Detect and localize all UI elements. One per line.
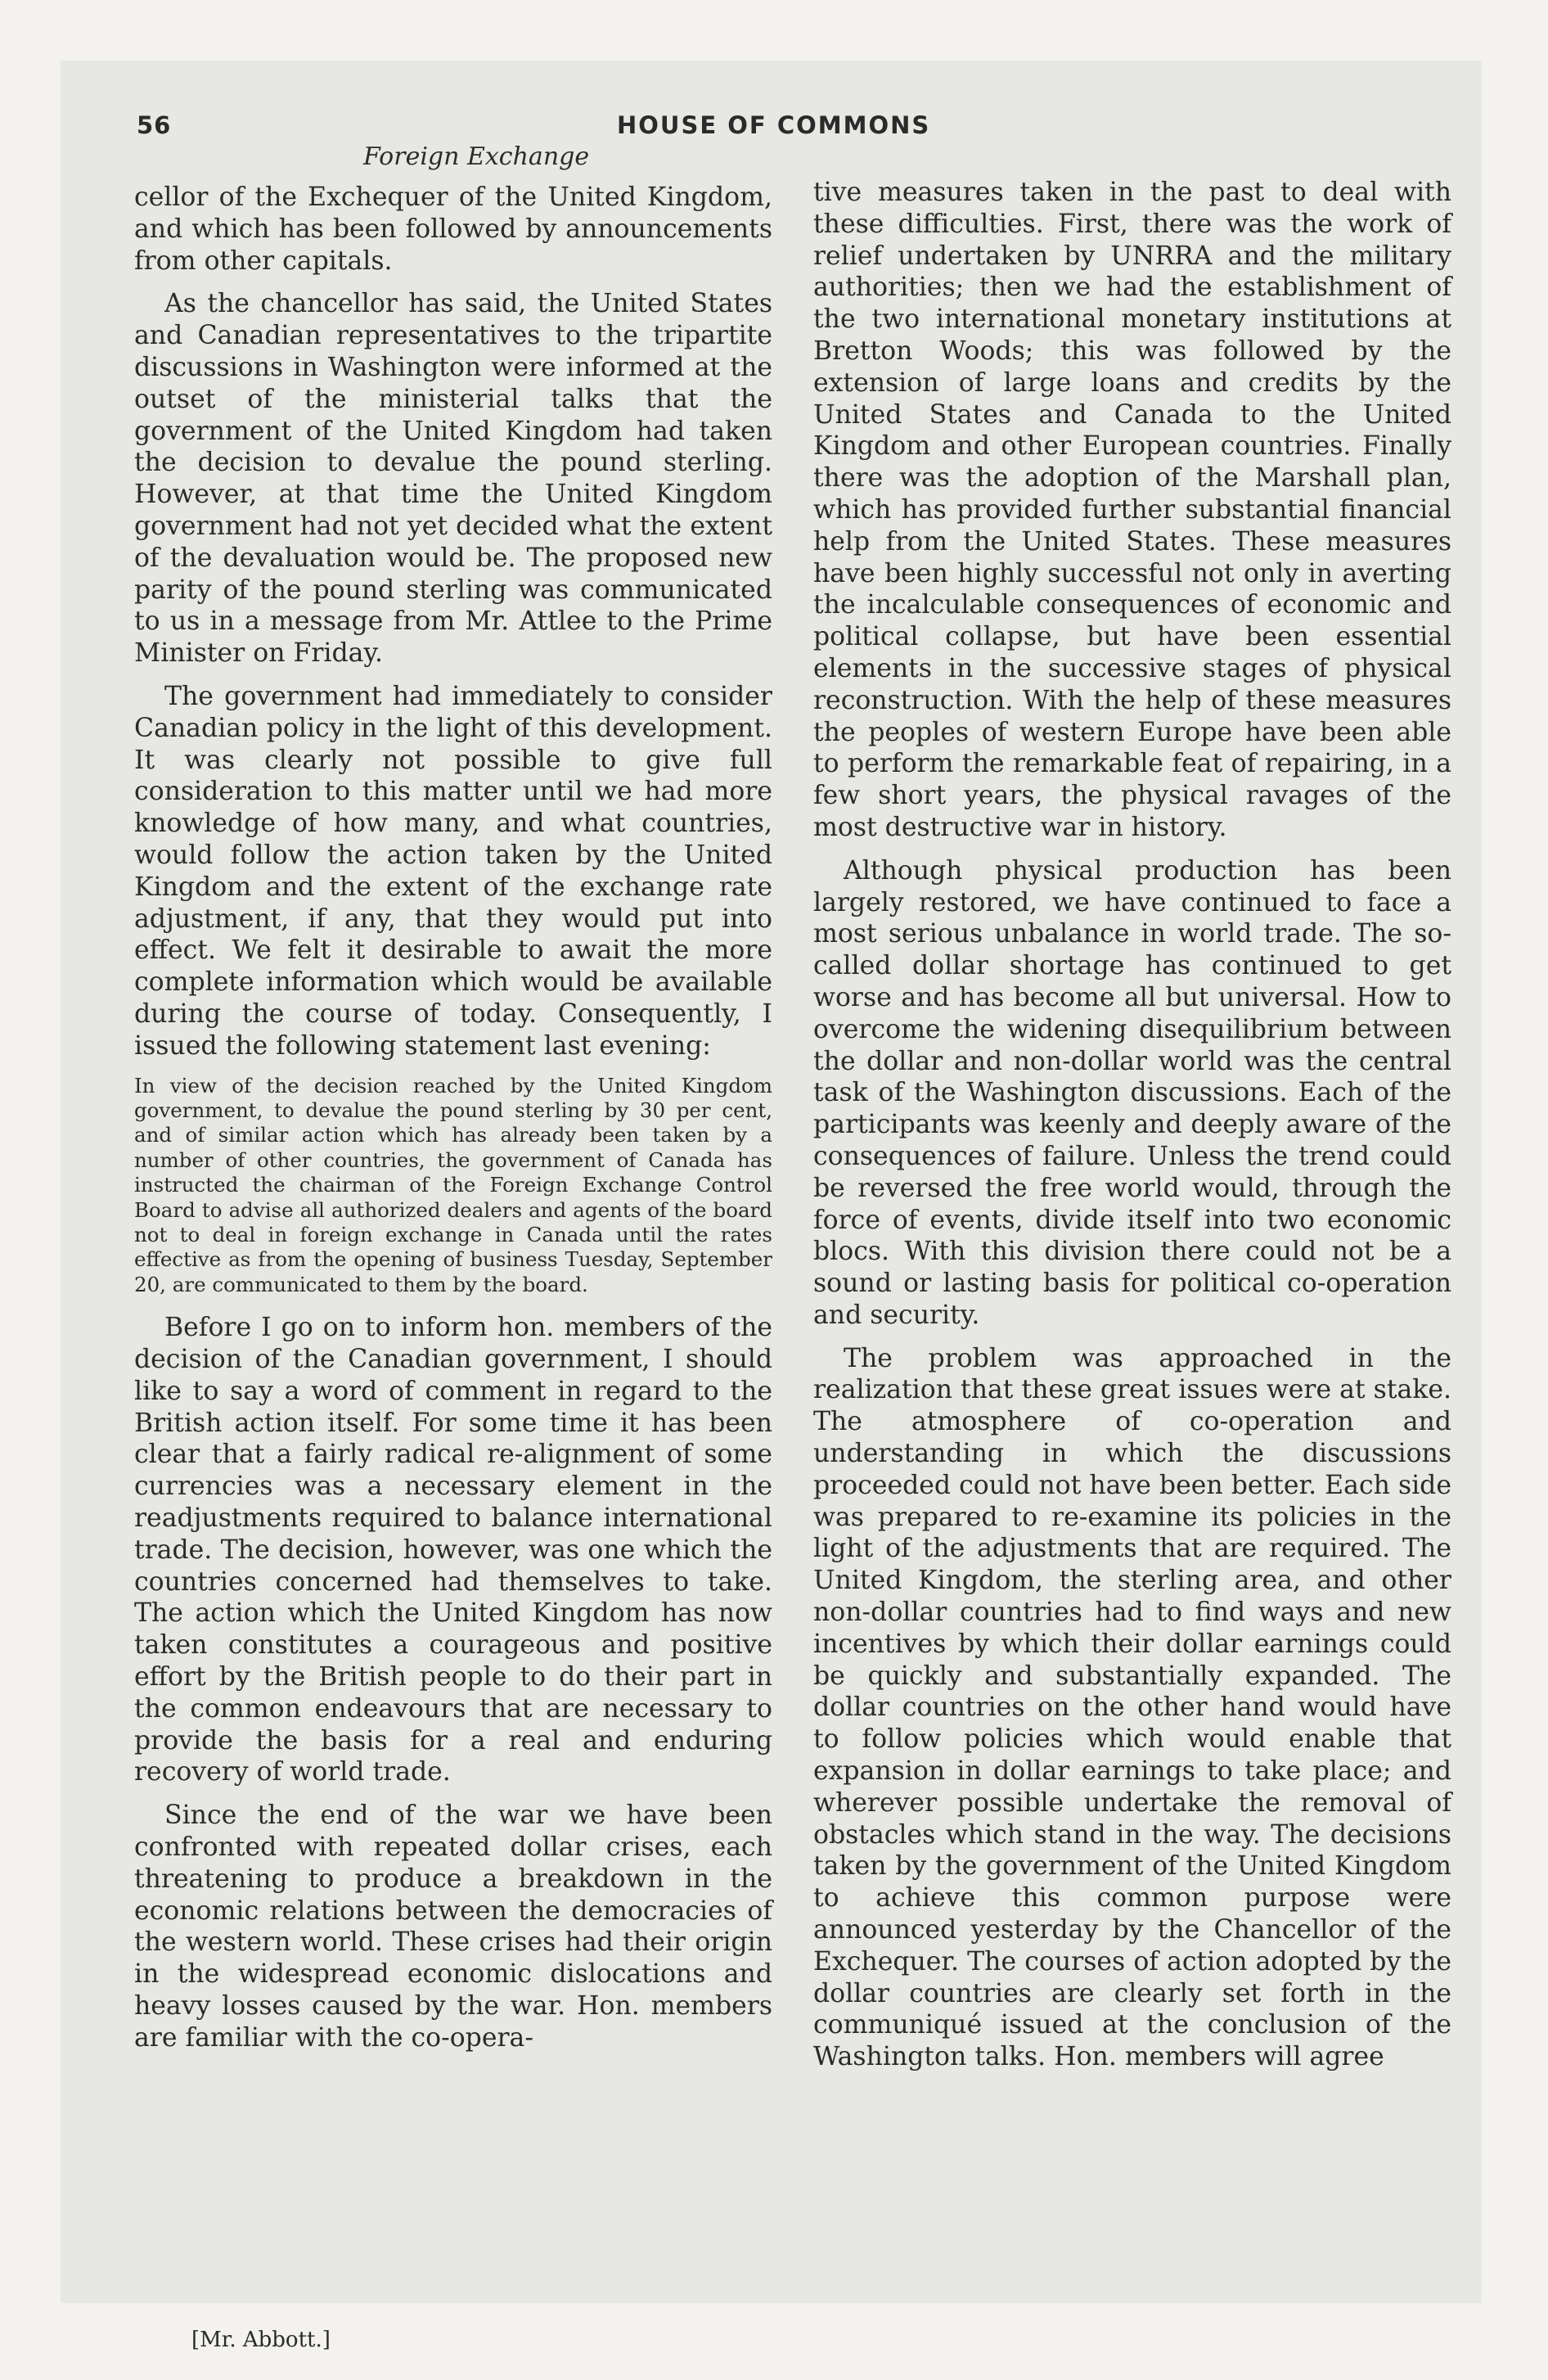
paragraph: tive measures taken in the past to deal with these difficulties. First, there was the work of relief undertaken by UNRRA and the military authorities; then we had the establishment of the two international monetary institutions at Bretton Woods; this was followed by the extension of large loans and credits by the United States and Canada to the United Kingdom and other European countries. Finally there was the adoption of the Marshall plan, which has provided further substantial financial help from the United States. These measures have been highly successful not only in averting the incalculable consequences of economic and political collapse, but have been essential elements in the successive stages of physical reconstruction. With the help of these measures the peoples of western Europe have been able to perform the remarkable feat of repairing, in a few short years, the physical ravages of the most destructive war in history.: [813, 178, 1451, 842]
paragraph: Before I go on to inform hon. members of the decision of the Canadian government, I should like to say a word of comment in regard to the British action itself. For some time it has been clear that a fairly radical re-alignment of some currencies was a necessary element in the readjustments required to balance international trade. The decision, however, was one which the countries concerned had themselves to take. The action which the United Kingdom has now taken constitutes a courageous and positive effort by the British people to do their part in the common endeavours that are necessary to provide the basis for a real and enduring recovery of world trade.: [134, 1313, 772, 1787]
paragraph: As the chancellor has said, the United States and Canadian representatives to the tripartite discussions in Washington were informed at the outset of the ministerial talks that the government of the United Kingdom had taken the decision to devalue the pound sterling. However, at that time the United Kingdom government had not yet decided what the extent of the devaluation would be. The proposed new parity of the pound sterling was communicated to us in a message from Mr. Attlee to the Prime Minister on Friday.: [134, 289, 772, 669]
quoted-statement: In view of the decision reached by the United Kingdom government, to devalue the pound sterling by 30 per cent, and of similar action which has already been taken by a number of other countries, the government of Canada has instructed the chairman of the Foreign Exchange Control Board to advise all authorized dealers and agents of the board not to deal in foreign exchange in Canada until the rates effective as from the opening of business Tuesday, September 20, are communicated to them by the board.: [134, 1073, 772, 1296]
paragraph: The problem was approached in the realization that these great issues were at stake. The atmosphere of co-operation and understanding in which the discussions proceeded could not have been better. Each side was prepared to re-examine its policies in the light of the adjustments that are required. The United Kingdom, the sterling area, and other non-dollar countries had to find ways and new incentives by which their dollar earnings could be quickly and substantially expanded. The dollar countries on the other hand would have to follow policies which would enable that expansion in dollar earnings to take place; and wherever possible undertake the removal of obstacles which stand in the way. The decisions taken by the government of the United Kingdom to achieve this common purpose were announced yesterday by the Chancellor of the Exchequer. The courses of action adopted by the dollar countries are clearly set forth in the communiqué issued at the conclusion of the Washington talks. Hon. members will agree: [813, 1343, 1451, 2072]
right-column: [813, 177, 1451, 2085]
paragraph: cellor of the Exchequer of the United Kingdom, and which has been followed by announcements from other capitals.: [134, 183, 772, 276]
section-title: Foreign Exchange: [363, 142, 590, 171]
document-page: [61, 61, 1482, 2352]
speaker-footer: [Mr. Abbott.]: [191, 2328, 331, 2352]
paragraph: The government had immediately to consider Canadian policy in the light of this development. It was clearly not possible to give full consideration to this matter until we had more knowledge of how many, and what countries, would follow the action taken by the United Kingdom and the extent of the exchange rate adjustment, if any, that they would put into effect. We felt it desirable to await the more complete information which would be available during the course of today. Consequently, I issued the following statement last evening:: [134, 681, 772, 1061]
paragraph: Since the end of the war we have been confronted with repeated dollar crises, each threatening to produce a breakdown in the economic relations between the democracies of the western world. These crises had their origin in the widespread economic dislocations and heavy losses caused by the war. Hon. members are familiar with the co-opera-: [134, 1801, 772, 2053]
page-number: 56: [137, 111, 172, 139]
running-head: HOUSE OF COMMONS: [617, 111, 931, 139]
left-column: [134, 182, 772, 2066]
paragraph: Although physical production has been largely restored, we have continued to face a most serious unbalance in world trade. The so-called dollar shortage has continued to get worse and has become all but universal. How to overcome the widening disequilibrium between the dollar and non-dollar world was the central task of the Washington discussions. Each of the participants was keenly and deeply aware of the consequences of failure. Unless the trend could be reversed the free world would, through the force of events, divide itself into two economic blocs. With this division there could not be a sound or lasting basis for political co-operation and security.: [813, 855, 1451, 1330]
